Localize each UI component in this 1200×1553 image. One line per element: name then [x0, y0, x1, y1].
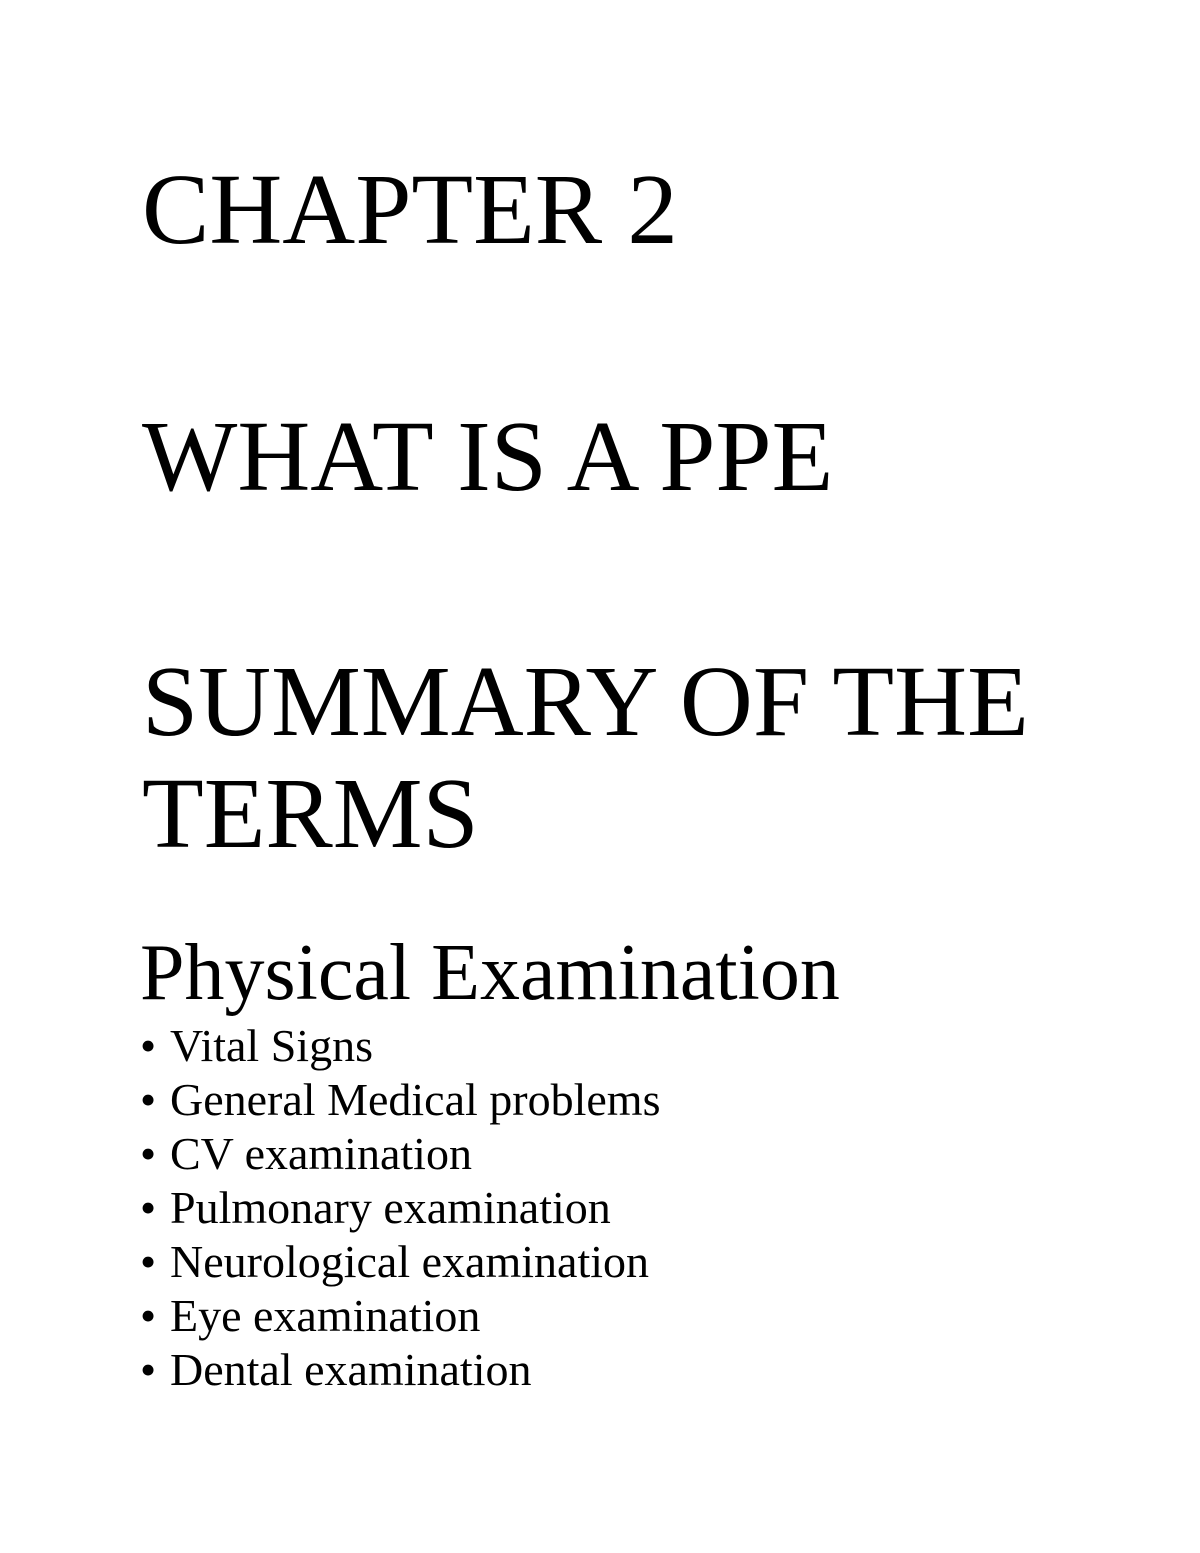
summary-heading: SUMMARY OF THE TERMS — [142, 645, 1029, 869]
list-item — [140, 1073, 660, 1127]
list-item — [140, 1181, 660, 1235]
list-item — [140, 1343, 660, 1397]
terms-list — [140, 1019, 660, 1397]
chapter-heading: CHAPTER 2 — [142, 153, 678, 265]
list-item-text: Eye examination — [170, 1290, 481, 1341]
list-item — [140, 1127, 660, 1181]
list-item-text: Pulmonary examination — [170, 1182, 611, 1233]
list-item-text: Dental examination — [170, 1344, 532, 1395]
list-item-text: General Medical problems — [170, 1074, 661, 1125]
section-title: Physical Examination — [140, 929, 840, 1017]
bullet-icon: • — [140, 1074, 157, 1125]
list-item-text: Vital Signs — [170, 1020, 373, 1071]
bullet-icon: • — [140, 1236, 157, 1287]
list-item — [140, 1289, 660, 1343]
bullet-icon: • — [140, 1128, 157, 1179]
list-item — [140, 1019, 660, 1073]
list-item-text: CV examination — [170, 1128, 472, 1179]
bullet-icon: • — [140, 1290, 157, 1341]
bullet-icon: • — [140, 1020, 157, 1071]
question-heading: WHAT IS A PPE — [142, 400, 834, 512]
list-item — [140, 1235, 660, 1289]
bullet-icon: • — [140, 1344, 157, 1395]
list-item-text: Neurological examination — [170, 1236, 650, 1287]
bullet-icon: • — [140, 1182, 157, 1233]
